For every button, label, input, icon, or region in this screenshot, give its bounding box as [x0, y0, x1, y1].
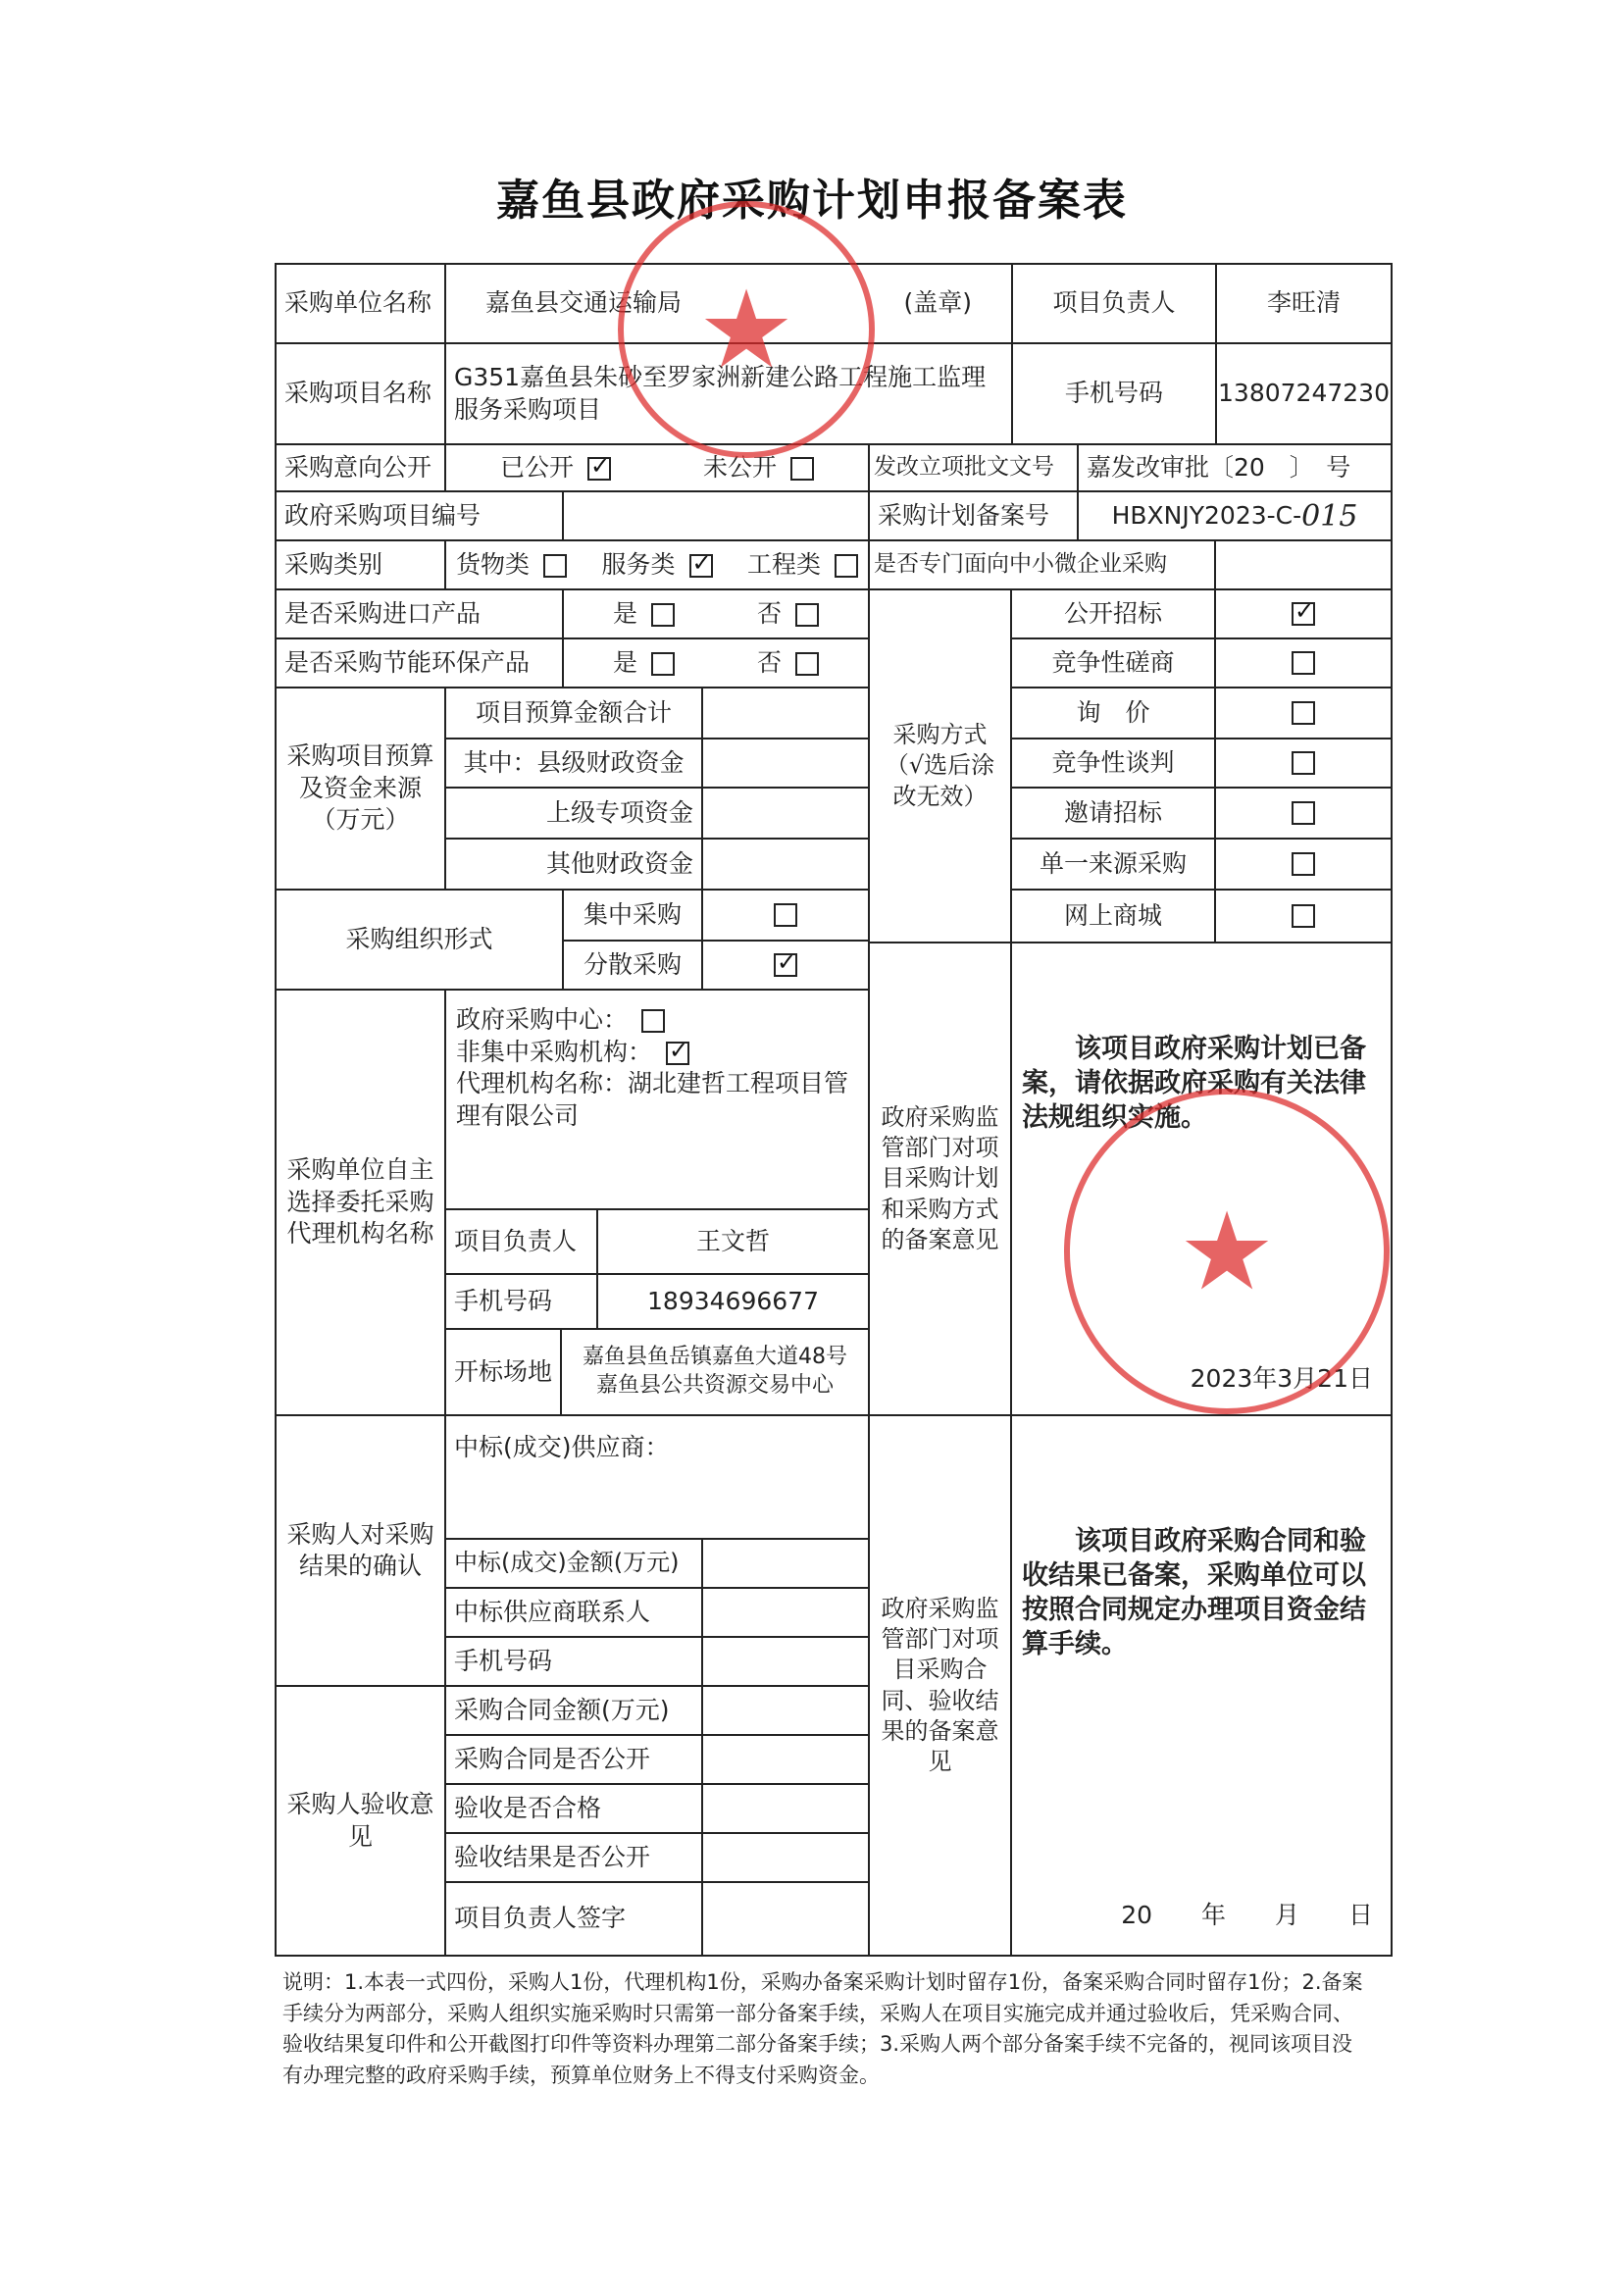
purchaser-label: 采购单位名称 [275, 263, 446, 344]
agency-label: 采购单位自主选择委托采购代理机构名称 [275, 989, 446, 1416]
works-label: 工程类 [746, 549, 821, 579]
phone-label: 手机号码 [1011, 342, 1217, 445]
goods-label: 货物类 [456, 549, 531, 579]
sme-label: 是否专门面向中小微企业采购 [868, 539, 1216, 590]
method-option-checkbox[interactable] [1292, 904, 1315, 928]
supervision2-opinion-cell [1010, 1414, 1393, 1957]
method-option-label: 公开招标 [1010, 588, 1216, 639]
supervision1-label: 政府采购监管部门对项目采购计划和采购方式的备案意见 [868, 942, 1012, 1416]
purchaser-cell [444, 263, 1013, 344]
gov-no-value [562, 490, 870, 541]
method-option-checkbox[interactable] [1292, 801, 1315, 825]
budget-value[interactable] [701, 838, 870, 891]
result-value[interactable] [701, 1587, 870, 1638]
works-checkbox[interactable] [835, 554, 858, 578]
agency-phone-value: 18934696677 [596, 1273, 870, 1330]
acceptance-row: 验收结果是否公开 [444, 1832, 703, 1883]
method-option-label: 邀请招标 [1010, 787, 1216, 840]
method-label: 采购方式（√选后涂改无效） [868, 588, 1012, 943]
method-option-checkbox[interactable] [1292, 651, 1315, 675]
method-option-label: 询 价 [1010, 687, 1216, 739]
budget-value[interactable] [701, 738, 870, 789]
acceptance-label: 采购人验收意见 [275, 1685, 446, 1957]
project-label: 采购项目名称 [275, 342, 446, 445]
method-option-checkbox[interactable] [1292, 602, 1315, 626]
method-option-cell [1214, 787, 1393, 840]
result-value[interactable] [701, 1538, 870, 1589]
acceptance-value[interactable] [701, 1783, 870, 1834]
supervision2-label: 政府采购监管部门对项目采购合同、验收结果的备案意见 [868, 1414, 1012, 1957]
org-dispersed-label: 分散采购 [562, 940, 703, 991]
intent-label: 采购意向公开 [275, 443, 446, 492]
category-label: 采购类别 [275, 539, 446, 590]
budget-row: 其中：县级财政资金 [444, 738, 703, 789]
org-central-label: 集中采购 [562, 889, 703, 942]
import-yes-checkbox[interactable] [651, 603, 675, 627]
budget-value[interactable] [701, 687, 870, 739]
non-central-label: 非集中采购机构： [456, 1037, 653, 1066]
eco-label: 是否采购节能环保产品 [275, 637, 564, 688]
public-checkbox[interactable] [587, 457, 611, 481]
project-value: G351嘉鱼县朱砂至罗家洲新建公路工程施工监理服务采购项目 [444, 342, 1013, 445]
plan-no-label: 采购计划备案号 [868, 490, 1079, 541]
method-option-checkbox[interactable] [1292, 852, 1315, 876]
method-option-label: 网上商城 [1010, 889, 1216, 943]
gov-no-label: 政府采购项目编号 [275, 490, 564, 541]
acceptance-value[interactable] [701, 1734, 870, 1785]
gov-center-label: 政府采购中心： [456, 1005, 629, 1034]
star-icon: ★ [1178, 1189, 1276, 1314]
plan-no-value: HBXNJY2023-C- [1111, 500, 1302, 530]
import-options [562, 588, 870, 639]
pm-value: 李旺清 [1215, 263, 1393, 344]
result-label: 采购人对采购结果的确认 [275, 1414, 446, 1687]
result-row: 手机号码 [444, 1636, 703, 1687]
venue-value [560, 1328, 870, 1416]
page-title: 嘉鱼县政府采购计划申报备案表 [496, 176, 1128, 226]
method-option-checkbox[interactable] [1292, 751, 1315, 775]
plan-no-handwritten: 015 [1301, 498, 1358, 534]
not-public-label: 未公开 [702, 452, 777, 482]
goods-checkbox[interactable] [543, 554, 567, 578]
method-option-cell [1214, 687, 1393, 739]
method-option-cell [1214, 738, 1393, 789]
intent-options [444, 443, 870, 492]
public-label: 已公开 [499, 452, 574, 482]
budget-value[interactable] [701, 787, 870, 840]
agency-name: 代理机构名称：湖北建哲工程项目管理有限公司 [456, 1069, 849, 1130]
pm-label: 项目负责人 [1011, 263, 1217, 344]
supervision2-opinion: 该项目政府采购合同和验收结果已备案，采购单位可以按照合同规定办理项目资金结算手续。 [1022, 1526, 1366, 1660]
result-row: 中标(成交)金额(万元) [444, 1538, 703, 1589]
acceptance-row: 采购合同金额(万元) [444, 1685, 703, 1736]
agency-pm-value: 王文哲 [596, 1208, 870, 1275]
plan-no-cell [1077, 490, 1393, 541]
eco-no-label: 否 [756, 647, 782, 677]
result-row: 中标(成交)供应商： [444, 1414, 870, 1540]
eco-yes-label: 是 [612, 647, 637, 677]
services-checkbox[interactable] [689, 554, 713, 578]
approval-value: 嘉发改审批〔20 〕 号 [1077, 443, 1393, 492]
method-option-cell [1214, 838, 1393, 891]
org-central-checkbox[interactable] [774, 903, 797, 927]
purchaser-value: 嘉鱼县交通运输局 [485, 288, 683, 318]
org-dispersed-cell [701, 940, 870, 991]
method-option-checkbox[interactable] [1292, 701, 1315, 725]
import-label: 是否采购进口产品 [275, 588, 564, 639]
budget-label: 采购项目预算及资金来源（万元） [275, 687, 446, 891]
sme-value [1214, 539, 1393, 590]
venue-line-2: 嘉鱼县公共资源交易中心 [595, 1373, 834, 1398]
acceptance-row: 验收是否合格 [444, 1783, 703, 1834]
result-row: 中标供应商联系人 [444, 1587, 703, 1638]
venue-label: 开标场地 [444, 1328, 562, 1416]
org-dispersed-checkbox[interactable] [774, 953, 797, 977]
phone-value: 13807247230 [1215, 342, 1393, 445]
services-label: 服务类 [601, 549, 676, 579]
method-option-cell [1214, 637, 1393, 688]
acceptance-value[interactable] [701, 1685, 870, 1736]
venue-line-1: 嘉鱼县鱼岳镇嘉鱼大道48号 [583, 1345, 847, 1370]
import-no-label: 否 [756, 598, 782, 628]
import-no-checkbox[interactable] [795, 603, 819, 627]
supervision1-opinion-cell [1010, 942, 1393, 1416]
agency-phone-label: 手机号码 [444, 1273, 598, 1330]
agency-info [444, 989, 870, 1210]
method-option-cell [1214, 889, 1393, 943]
method-option-label: 竞争性磋商 [1010, 637, 1216, 688]
supervision1-date: 2023年3月21日 [1190, 1363, 1373, 1393]
eco-yes-checkbox[interactable] [651, 652, 675, 676]
supervision2-date: 20 年 月 日 [1121, 1900, 1373, 1929]
approval-label: 发改立项批文文号 [868, 443, 1079, 492]
supervision1-opinion: 该项目政府采购计划已备案，请依据政府采购有关法律法规组织实施。 [1022, 1034, 1366, 1134]
gov-center-checkbox[interactable] [641, 1009, 665, 1033]
org-label: 采购组织形式 [275, 889, 564, 991]
budget-row: 上级专项资金 [444, 787, 703, 840]
method-option-cell [1214, 588, 1393, 639]
org-central-cell [701, 889, 870, 942]
acceptance-signature[interactable] [701, 1881, 870, 1957]
budget-row: 项目预算金额合计 [444, 687, 703, 739]
method-option-label: 单一来源采购 [1010, 838, 1216, 891]
star-icon: ★ [697, 267, 795, 392]
result-value[interactable] [701, 1636, 870, 1687]
import-yes-label: 是 [612, 598, 637, 628]
budget-row: 其他财政资金 [444, 838, 703, 891]
not-public-checkbox[interactable] [790, 457, 814, 481]
acceptance-row: 项目负责人签字 [444, 1881, 703, 1957]
method-option-label: 竞争性谈判 [1010, 738, 1216, 789]
acceptance-row: 采购合同是否公开 [444, 1734, 703, 1785]
eco-no-checkbox[interactable] [795, 652, 819, 676]
non-central-checkbox[interactable] [666, 1042, 689, 1065]
acceptance-value[interactable] [701, 1832, 870, 1883]
seal-note: (盖章) [903, 288, 972, 318]
agency-pm-label: 项目负责人 [444, 1208, 598, 1275]
eco-options [562, 637, 870, 688]
notes: 说明：1.本表一式四份，采购人1份，代理机构1份，采购办备案采购计划时留存1份，备案采购合同时留存1份；2.备案手续分为两部分，采购人组织实施采购时只需第一部分备案手续，采购人在项目实施完成并通过验收后，凭采购合同、验收结果复印件和公开截图打印件等资料办理第二部分备案手续；3.采购人两个部分备案手续不完备的，视同该项目没有办理完整的政府采购手续，预算单位财务上不得支付采购资金。 [282, 1970, 1363, 2087]
category-options [444, 539, 870, 590]
